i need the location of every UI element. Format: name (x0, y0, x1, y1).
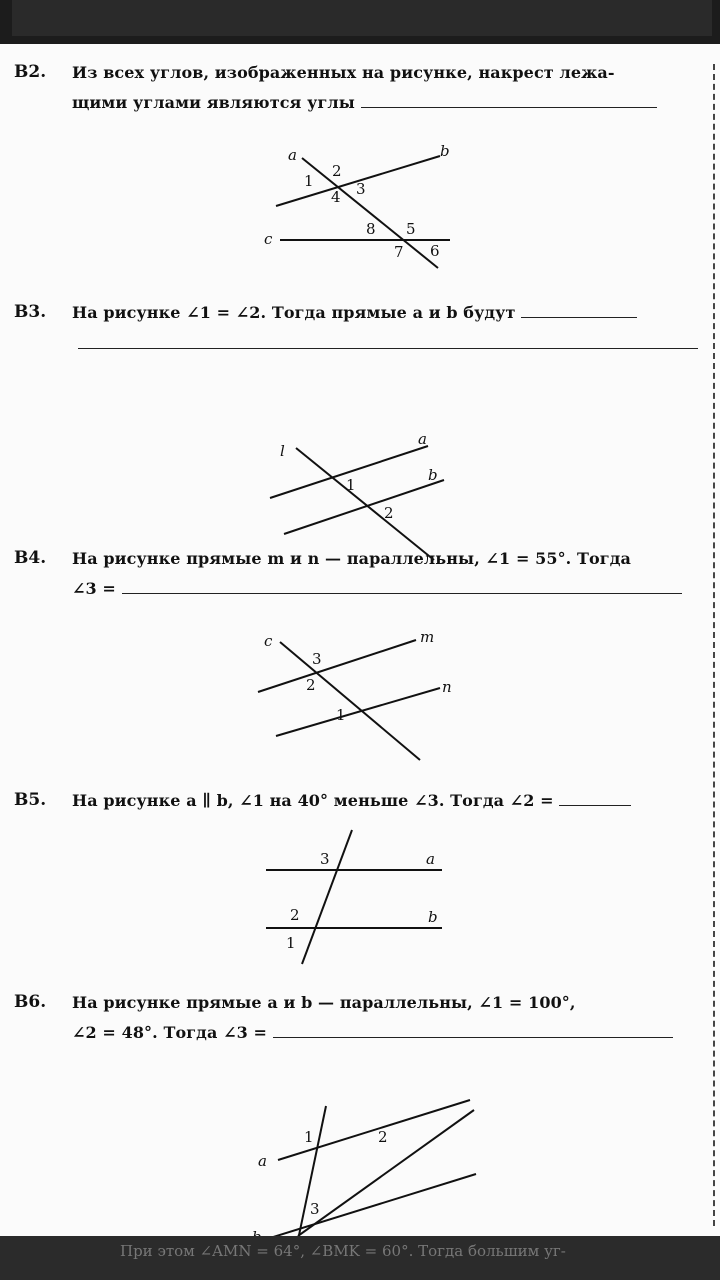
problem-text (72, 988, 698, 1048)
label-c: c (264, 230, 273, 248)
problem-number: B5. (14, 790, 47, 810)
next-page-text-fragment: При этом ∠AMN = 64°, ∠BMK = 60°. Тогда большим уг- (120, 1242, 566, 1260)
angle-3: 3 (310, 1200, 320, 1218)
problem-text-part: На рисунке a ∥ b, ∠1 на 40° меньше ∠3. Тогда ∠2 = (72, 791, 554, 810)
problem-text-line: На рисунке прямые m и n — параллельны, ∠1 = 55°. Тогда (72, 549, 631, 568)
label-a: a (418, 430, 427, 448)
label-n: n (442, 678, 452, 696)
label-a: a (258, 1152, 267, 1170)
problem-number: B6. (14, 992, 47, 1012)
angle-3: 3 (356, 180, 366, 198)
problem-number: B4. (14, 548, 47, 568)
label-m: m (420, 628, 435, 646)
problem-number: B3. (14, 302, 47, 322)
angle-1: 1 (304, 1128, 314, 1146)
label-b: b (428, 908, 438, 926)
angle-1: 1 (304, 172, 314, 190)
figure-b6 (250, 1062, 480, 1218)
problem-text-line (72, 574, 698, 604)
label-l: l (280, 442, 285, 460)
line-b (284, 480, 444, 534)
figure-b2 (260, 144, 460, 279)
problem-text-part: ∠3 = (72, 579, 116, 598)
label-a: a (426, 850, 435, 868)
problem-text-part: щими углами являются углы (72, 93, 355, 112)
problem-text (72, 298, 698, 328)
problem-text-line (72, 1018, 698, 1048)
label-b (252, 1228, 262, 1236)
answer-blank (361, 90, 657, 108)
angle-2: 2 (306, 676, 316, 694)
label-b: b (428, 466, 438, 484)
angle-3: 3 (312, 650, 322, 668)
problem-text-line (72, 88, 698, 118)
cut-line (713, 64, 715, 1226)
problem-text-line (72, 298, 698, 328)
angle-8: 8 (366, 220, 376, 238)
answer-blank (559, 788, 631, 806)
answer-blank (122, 576, 682, 594)
line-m (258, 640, 416, 692)
answer-blank (273, 1020, 673, 1038)
angle-2: 2 (332, 162, 342, 180)
previous-page-edge (12, 0, 712, 36)
problem-text-line: На рисунке прямые a и b — параллельны, ∠1 = 100°, (72, 993, 576, 1012)
angle-1: 1 (286, 934, 296, 952)
angle-2: 2 (378, 1128, 388, 1146)
angle-1: 1 (346, 476, 356, 494)
problem-text-line: Из всех углов, изображенных на рисунке, накрест лежа- (72, 63, 615, 82)
figure-b5 (260, 824, 460, 964)
label-b: b (440, 142, 450, 160)
label-c: c (264, 632, 273, 650)
figure-b4 (250, 628, 460, 792)
angle-7: 7 (394, 243, 404, 261)
line-n (276, 688, 440, 736)
problem-number: B2. (14, 62, 47, 82)
figure-b3 (260, 388, 460, 528)
answer-line (78, 348, 698, 349)
angle-2: 2 (384, 504, 394, 522)
angle-6: 6 (430, 242, 440, 260)
angle-5: 5 (406, 220, 416, 238)
answer-blank (521, 300, 637, 318)
label-a: a (288, 146, 297, 164)
angle-2: 2 (290, 906, 300, 924)
bottom-dark-strip (0, 1236, 720, 1280)
problem-text-line (72, 786, 698, 816)
problem-text-part: На рисунке ∠1 = ∠2. Тогда прямые a и b будут (72, 303, 516, 322)
angle-3: 3 (320, 850, 330, 868)
angle-1: 1 (336, 706, 346, 724)
line-a (302, 158, 438, 268)
top-dark-strip (0, 0, 720, 44)
angle-4: 4 (331, 188, 341, 206)
worksheet-page (0, 44, 720, 1236)
problem-text (72, 544, 698, 604)
problem-text-part: ∠2 = 48°. Тогда ∠3 = (72, 1023, 267, 1042)
problem-text (72, 58, 698, 118)
problem-text (72, 786, 698, 816)
